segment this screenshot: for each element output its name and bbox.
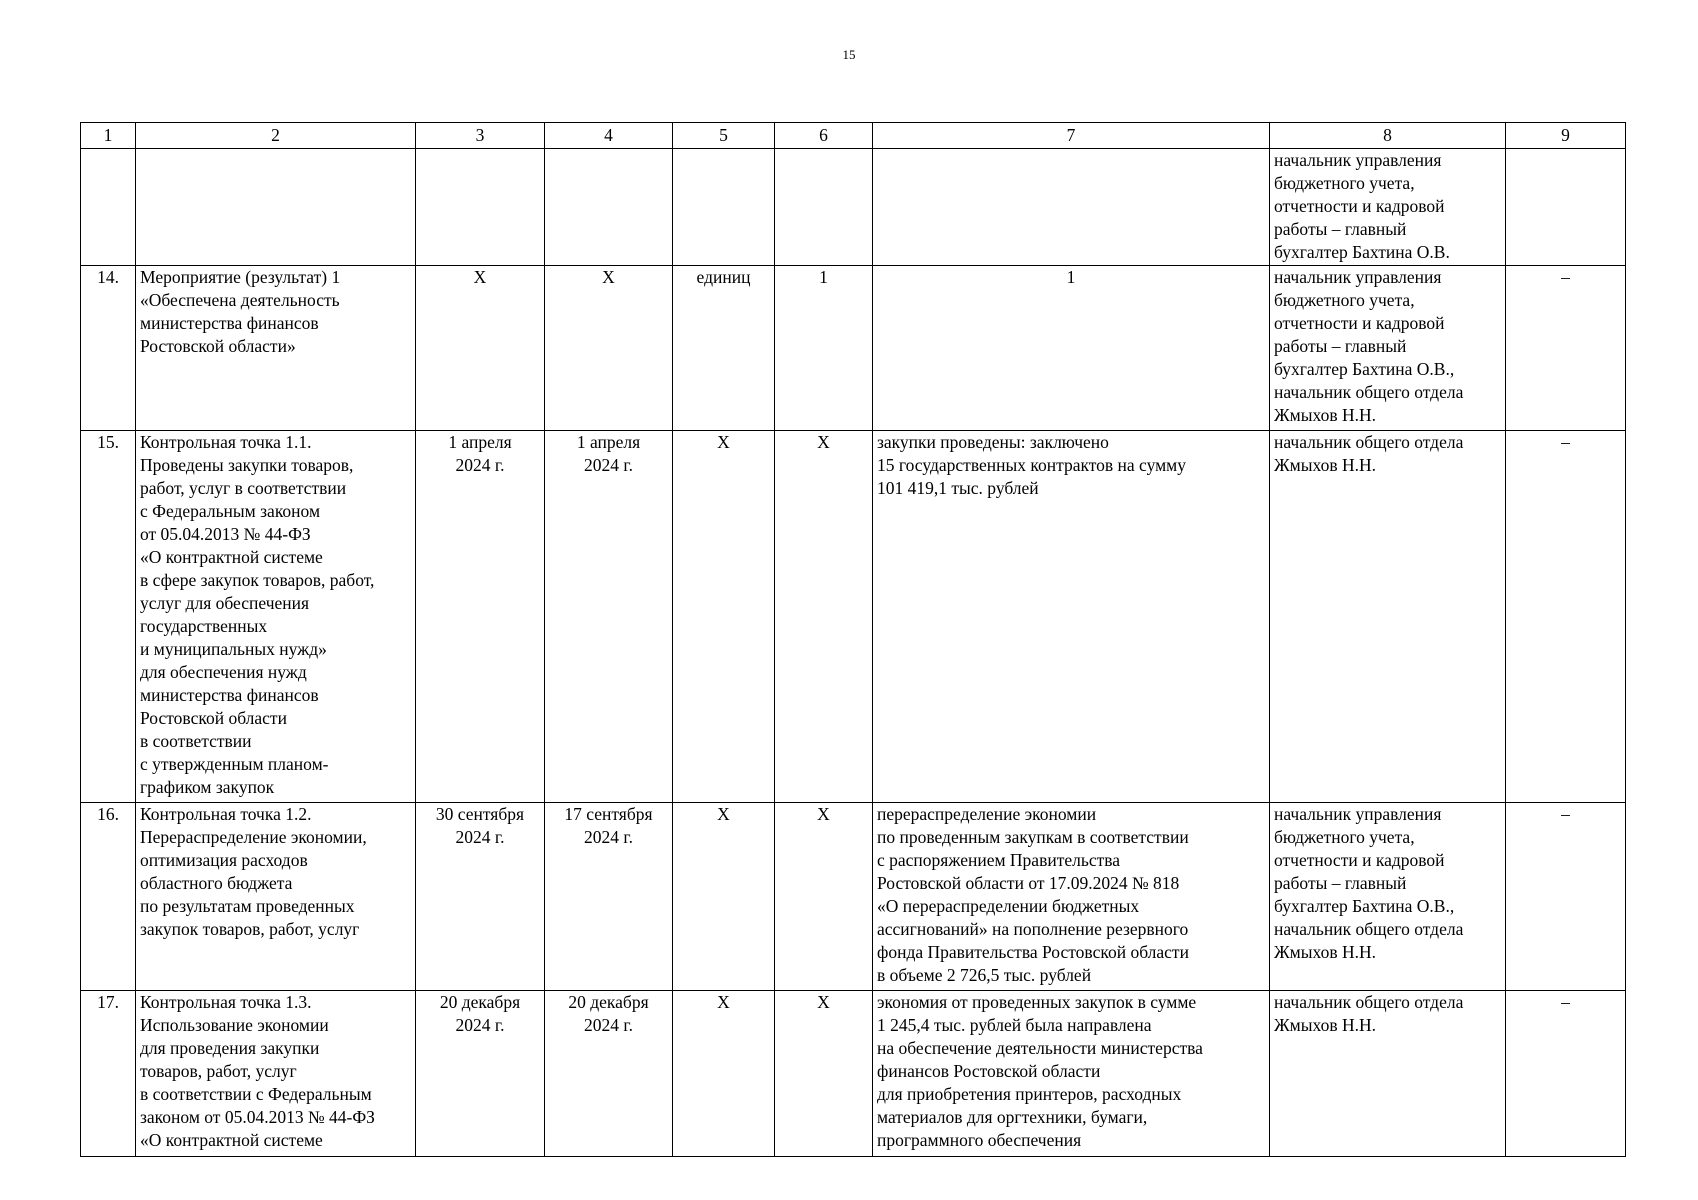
note-cell: – — [1506, 803, 1626, 991]
responsible-cell: начальник управления бюджетного учета, отчетности и кадровой работы – главный бухгалтер Бахтина О.В. — [1270, 149, 1506, 266]
plan-value-cell: X — [775, 803, 873, 991]
fact-value-cell — [873, 149, 1270, 266]
column-header: 7 — [873, 123, 1270, 149]
responsible-cell: начальник управления бюджетного учета, отчетности и кадровой работы – главный бухгалтер Бахтина О.В., начальник общего отдела Жмыхов Н.Н. — [1270, 266, 1506, 431]
row-number-cell: 15. — [81, 431, 136, 803]
plan-date-cell — [416, 149, 545, 266]
row-number-cell: 14. — [81, 266, 136, 431]
responsible-cell: начальник общего отдела Жмыхов Н.Н. — [1270, 991, 1506, 1157]
plan-date-cell: 20 декабря 2024 г. — [416, 991, 545, 1157]
responsible-cell: начальник общего отдела Жмыхов Н.Н. — [1270, 431, 1506, 803]
event-name-cell: Контрольная точка 1.1. Проведены закупки товаров, работ, услуг в соответствии с Федеральным законом от 05.04.2013 № 44-ФЗ «О контрактной системе в сфере закупок товаров, работ, услуг для обеспечения государственных и муниципальных нужд» для обеспечения нужд министерства финансов Ростовской области в соответствии с утвержденным планом- графиком закупок — [136, 431, 416, 803]
table-row — [81, 149, 1626, 266]
column-number-row — [81, 123, 1626, 149]
column-header: 2 — [136, 123, 416, 149]
plan-date-cell: 30 сентября 2024 г. — [416, 803, 545, 991]
column-header: 4 — [545, 123, 673, 149]
note-cell: – — [1506, 266, 1626, 431]
fact-date-cell: 1 апреля 2024 г. — [545, 431, 673, 803]
column-header: 9 — [1506, 123, 1626, 149]
table-row — [81, 803, 1626, 991]
fact-value-cell: перераспределение экономии по проведенным закупкам в соответствии с распоряжением Правительства Ростовской области от 17.09.2024 № 818 «О перераспределении бюджетных ассигнований» на пополнение резервного фонда Правительства Ростовской области в объеме 2 726,5 тыс. рублей — [873, 803, 1270, 991]
event-name-cell: Контрольная точка 1.3. Использование экономии для проведения закупки товаров, работ, услуг в соответствии с Федеральным законом от 05.04.2013 № 44-ФЗ «О контрактной системе — [136, 991, 416, 1157]
fact-date-cell: 17 сентября 2024 г. — [545, 803, 673, 991]
fact-value-cell: экономия от проведенных закупок в сумме 1 245,4 тыс. рублей была направлена на обеспечение деятельности министерства финансов Ростовской области для приобретения принтеров, расходных материалов для оргтехники, бумаги, программного обеспечения — [873, 991, 1270, 1157]
row-number-cell: 17. — [81, 991, 136, 1157]
note-cell — [1506, 149, 1626, 266]
event-name-cell — [136, 149, 416, 266]
fact-date-cell: 20 декабря 2024 г. — [545, 991, 673, 1157]
plan-date-cell: 1 апреля 2024 г. — [416, 431, 545, 803]
fact-date-cell — [545, 149, 673, 266]
column-header: 8 — [1270, 123, 1506, 149]
plan-value-cell: X — [775, 431, 873, 803]
plan-date-cell: X — [416, 266, 545, 431]
unit-cell: X — [673, 431, 775, 803]
row-number-cell — [81, 149, 136, 266]
table-row — [81, 431, 1626, 803]
event-name-cell: Мероприятие (результат) 1 «Обеспечена деятельность министерства финансов Ростовской области» — [136, 266, 416, 431]
responsible-cell: начальник управления бюджетного учета, отчетности и кадровой работы – главный бухгалтер Бахтина О.В., начальник общего отдела Жмыхов Н.Н. — [1270, 803, 1506, 991]
column-header: 6 — [775, 123, 873, 149]
row-number-cell: 16. — [81, 803, 136, 991]
unit-cell: X — [673, 803, 775, 991]
plan-value-cell: 1 — [775, 266, 873, 431]
column-header: 5 — [673, 123, 775, 149]
page-number: 15 — [842, 47, 856, 62]
column-header: 1 — [81, 123, 136, 149]
table-row — [81, 991, 1626, 1157]
fact-date-cell: X — [545, 266, 673, 431]
event-name-cell: Контрольная точка 1.2. Перераспределение экономии, оптимизация расходов областного бюджета по результатам проведенных закупок товаров, работ, услуг — [136, 803, 416, 991]
note-cell: – — [1506, 991, 1626, 1157]
fact-value-cell: закупки проведены: заключено 15 государственных контрактов на сумму 101 419,1 тыс. рублей — [873, 431, 1270, 803]
plan-value-cell — [775, 149, 873, 266]
report-table — [80, 122, 1626, 1157]
unit-cell: единиц — [673, 266, 775, 431]
note-cell: – — [1506, 431, 1626, 803]
fact-value-cell: 1 — [873, 266, 1270, 431]
unit-cell: X — [673, 991, 775, 1157]
plan-value-cell: X — [775, 991, 873, 1157]
column-header: 3 — [416, 123, 545, 149]
unit-cell — [673, 149, 775, 266]
table-row — [81, 266, 1626, 431]
